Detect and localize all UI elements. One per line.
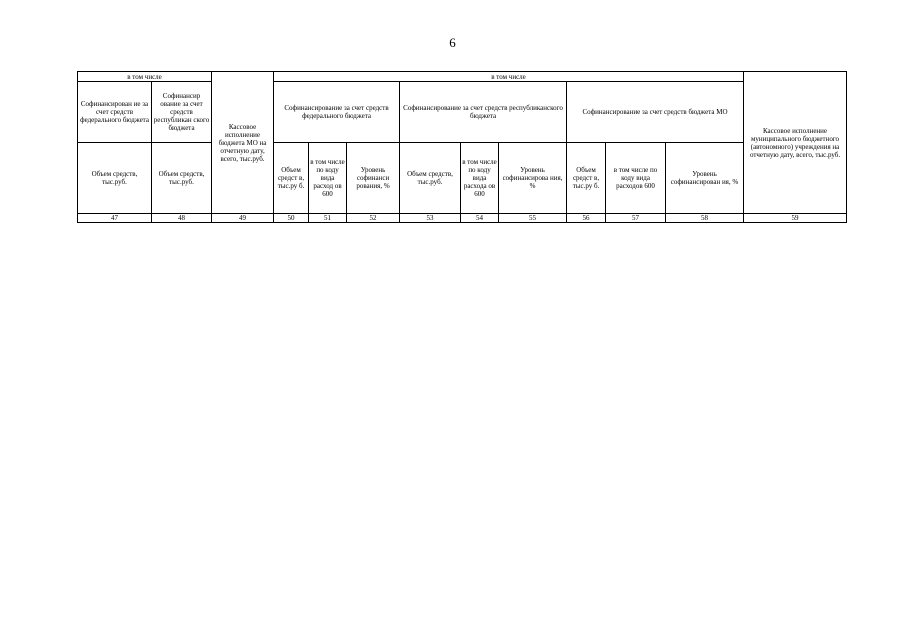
report-table — [77, 71, 847, 223]
header-cof-fed: Софинансирован ие за счет средств федерального бюджета — [78, 82, 152, 143]
header-col-47: Объем средств, тыс.руб. — [78, 143, 152, 214]
header-incl-right: в том числе — [274, 72, 744, 82]
header-kass-institution: Кассовое исполнение муниципального бюджетного (автономного) учреждения на отчетную дату, всего, тыс.руб. — [744, 72, 847, 214]
header-col-50: Объем средст в, тыс.ру б. — [274, 143, 309, 214]
column-number: 57 — [606, 214, 666, 223]
header-col-57: в том числе по коду вида расходов 600 — [606, 143, 666, 214]
header-kass-mo: Кассовое исполнение бюджета МО на отчетную дату, всего, тыс.руб. — [212, 72, 274, 214]
header-group-rep: Софинансирование за счет средств республиканского бюджета — [400, 82, 567, 143]
header-col-58: Уровень софинансирован ия, % — [666, 143, 744, 214]
column-number: 50 — [274, 214, 309, 223]
header-col-56: Объем средст в, тыс.ру б. — [567, 143, 606, 214]
header-col-51: в том числе по коду вида расход ов 600 — [309, 143, 347, 214]
column-number: 54 — [461, 214, 499, 223]
column-number: 58 — [666, 214, 744, 223]
header-group-fed: Софинансирование за счет средств федерального бюджета — [274, 82, 400, 143]
header-col-55: Уровень софинансирова ния, % — [499, 143, 567, 214]
header-col-54: в том числе по коду вида расхода ов 600 — [461, 143, 499, 214]
column-number: 52 — [347, 214, 400, 223]
column-number: 49 — [212, 214, 274, 223]
header-cof-rep: Софинансир ование за счет средств республикан ского бюджета — [152, 82, 212, 143]
column-number: 55 — [499, 214, 567, 223]
page-number: 6 — [449, 35, 456, 50]
header-col-48: Объем средств, тыс.руб. — [152, 143, 212, 214]
column-number: 51 — [309, 214, 347, 223]
header-incl-left: в том числе — [78, 72, 212, 82]
header-col-53: Объем средств, тыс.руб. — [400, 143, 461, 214]
column-number: 56 — [567, 214, 606, 223]
header-group-mo: Софинансирование за счет средств бюджета МО — [567, 82, 744, 143]
column-number: 59 — [744, 214, 847, 223]
column-number: 47 — [78, 214, 152, 223]
column-number: 48 — [152, 214, 212, 223]
column-number: 53 — [400, 214, 461, 223]
header-col-52: Уровень софинанси рования, % — [347, 143, 400, 214]
